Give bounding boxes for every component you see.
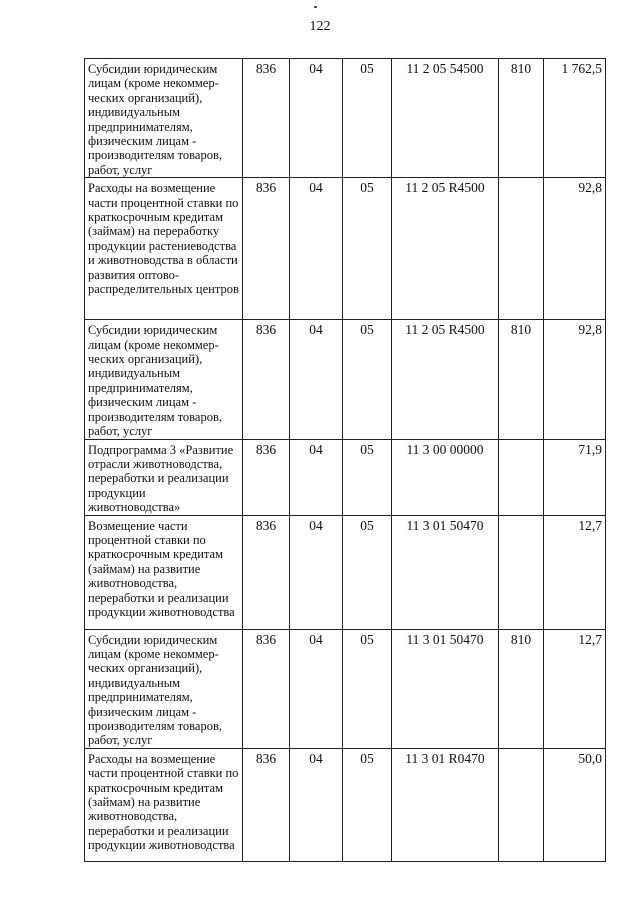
row-vr: 810	[499, 629, 544, 748]
table-row	[85, 59, 606, 178]
row-pr: 05	[343, 515, 392, 629]
table-row	[85, 748, 606, 861]
row-sum: 12,7	[544, 515, 606, 629]
row-pr: 05	[343, 178, 392, 320]
row-rz: 04	[290, 439, 343, 515]
row-name: Субсидии юридическим лицам (кроме некоммер-ческих организаций), индивидуальным предпринимателям, физическим лицам - производителям товаров, работ, услуг	[85, 59, 243, 178]
row-sum: 71,9	[544, 439, 606, 515]
row-name: Возмещение части процентной ставки по краткосрочным кредитам (займам) на развитие животноводства, переработки и реализации продукции животноводства	[85, 515, 243, 629]
row-grbs: 836	[243, 59, 290, 178]
row-csr: 11 2 05 R4500	[392, 178, 499, 320]
page-number: 122	[309, 19, 331, 34]
row-name: Расходы на возмещение части процентной ставки по краткосрочным кредитам (займам) на переработку продукции растениеводства и животноводства в области развития оптово-распределительных центров	[85, 178, 243, 320]
table-row	[85, 515, 606, 629]
row-grbs: 836	[243, 178, 290, 320]
table-row	[85, 320, 606, 439]
row-name: Субсидии юридическим лицам (кроме некоммер-ческих организаций), индивидуальным предпринимателям, физическим лицам - производителям товаров, работ, услуг	[85, 320, 243, 439]
row-pr: 05	[343, 439, 392, 515]
budget-table	[84, 58, 606, 862]
row-csr: 11 3 00 00000	[392, 439, 499, 515]
row-csr: 11 3 01 50470	[392, 515, 499, 629]
table-row	[85, 439, 606, 515]
row-rz: 04	[290, 515, 343, 629]
row-csr: 11 2 05 R4500	[392, 320, 499, 439]
table-row	[85, 629, 606, 748]
row-pr: 05	[343, 748, 392, 861]
row-grbs: 836	[243, 748, 290, 861]
row-sum: 50,0	[544, 748, 606, 861]
row-grbs: 836	[243, 515, 290, 629]
row-sum: 92,8	[544, 178, 606, 320]
row-vr	[499, 439, 544, 515]
row-grbs: 836	[243, 629, 290, 748]
row-sum: 92,8	[544, 320, 606, 439]
row-rz: 04	[290, 629, 343, 748]
stray-mark	[314, 6, 317, 8]
table-row	[85, 178, 606, 320]
row-grbs: 836	[243, 439, 290, 515]
row-pr: 05	[343, 59, 392, 178]
row-rz: 04	[290, 59, 343, 178]
row-vr	[499, 748, 544, 861]
row-vr	[499, 515, 544, 629]
row-vr: 810	[499, 320, 544, 439]
row-csr: 11 2 05 54500	[392, 59, 499, 178]
row-csr: 11 3 01 50470	[392, 629, 499, 748]
row-name: Расходы на возмещение части процентной ставки по краткосрочным кредитам (займам) на развитие животноводства, переработки и реализации продукции животноводства	[85, 748, 243, 861]
row-vr	[499, 178, 544, 320]
row-sum: 1 762,5	[544, 59, 606, 178]
row-vr: 810	[499, 59, 544, 178]
row-rz: 04	[290, 178, 343, 320]
row-pr: 05	[343, 629, 392, 748]
row-csr: 11 3 01 R0470	[392, 748, 499, 861]
row-pr: 05	[343, 320, 392, 439]
row-rz: 04	[290, 320, 343, 439]
row-grbs: 836	[243, 320, 290, 439]
row-rz: 04	[290, 748, 343, 861]
row-name: Субсидии юридическим лицам (кроме некоммер-ческих организаций), индивидуальным предпринимателям, физическим лицам - производителям товаров, работ, услуг	[85, 629, 243, 748]
row-sum: 12,7	[544, 629, 606, 748]
row-name: Подпрограмма 3 «Развитие отрасли животноводства, переработки и реализации продукции животноводства»	[85, 439, 243, 515]
